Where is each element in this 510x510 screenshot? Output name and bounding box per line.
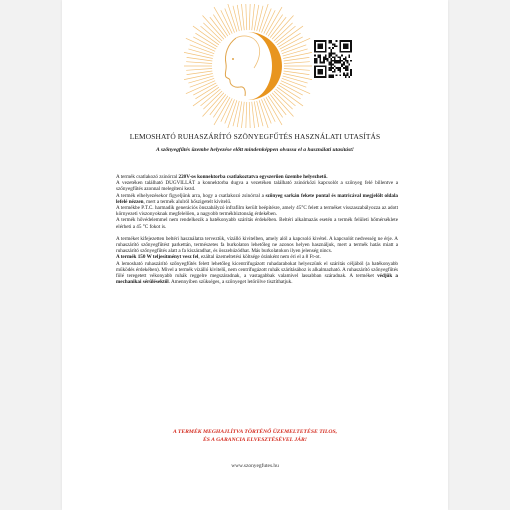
bold-text: 220V-os konnektorba csatlakoztatva egyszerűen üzembe helyezhető. <box>178 174 328 180</box>
text: A termék csatlakozó zsinórral <box>116 174 179 180</box>
paragraph <box>116 261 398 286</box>
document-title: LEMOSHATÓ RUHASZÁRÍTÓ SZÖNYEGFŰTÉS HASZNÁLATI UTASÍTÁS <box>129 132 381 141</box>
sun-woman-face-logo <box>184 4 312 128</box>
bold-text: védjük a mechanikai sérülésektől <box>116 273 398 286</box>
text: A termékbe P.T.C. harmadik generációs önszabályzó infrafilm került beépítésre, amely 45°C felett a terméket visszaszabályozza az adott környezeti viszonyoknak megfelelően, a nagyobb termékbiztonság érdekében. <box>116 205 398 218</box>
paragraph <box>116 236 398 255</box>
text: A terméket kifejezetten beltéri használatra terveztük, vízálló kivitelben, amely alól a kapcsoló kivétel. A kapcsolót nedvesség ne érje. A ruhaszárító szőnyegfűtést parkettán, természetes fa burkolaton lehetőleg ne azonos helyen használjuk, mert a termék hatás miatt a ruhaszárító szőnyegfűtés alatt a fa kiszáradhat, és összehúzódhat. Más burkolatokon ilyen jelenség nincs. <box>116 235 398 255</box>
text: A termék hővédelemmel nem rendelkezik a hatékonyabb szárítás érdekében. Beltéri alkalmazás esetén a termék felületi hőmérséklete elérheti a 45 °C fokot is. <box>116 217 398 230</box>
paragraph <box>116 180 398 192</box>
text: , ezáltal üzemeltetési költsége óránként nem éri el a 8 Ft-ot. <box>198 254 321 261</box>
text: . Amennyiben szükséges, a szőnyeget letörölve tisztíthatjuk. <box>168 279 293 286</box>
text: , mert a termék alulról hőszigetelt kivitelű. <box>143 198 232 205</box>
warning-line: A TERMÉK MEGHAJLÍTVA TÖRTÉNŐ ÜZEMELTETÉSE TILOS, <box>172 429 338 435</box>
text: A vezetéken található DUGVILLÁT a konnektorba dugva a vezetéken található zsinórközi kapcsolót a szőnyeg felé billentve a szőnyegfűtés azonnal melegíteni kezd. <box>116 180 398 193</box>
warning-notice <box>62 428 448 444</box>
paragraph <box>116 205 398 217</box>
warning-line: ÉS A GARANCIA ELVESZTÉSÉVEL JÁR! <box>203 437 307 443</box>
bold-text: szőnyeg sarkán fekete pontal és matricával megjelölt oldala lefelé nézzen <box>116 192 398 205</box>
website-link[interactable]: www.szonyegfutes.hu <box>231 463 279 469</box>
text: A lemosható ruhaszárító szőnyegfűtés felett lehetőleg kicentrifugázott ruhadarabokat helyezzünk el szárítás céljából (a hatékonyabb működés érdekében). Mivel a termék vízálló kivitelű, nem centrifugázott ruhák szárításához is alkalmazható. A ruhaszárító szőnyegfűtés fölé teregetett vékonyabb ruhák reggelre megszáradnak, a vastagabbak valamivel lassabban száradnak. A terméket <box>116 260 398 280</box>
paragraph <box>116 193 398 205</box>
instructions-body <box>116 174 398 285</box>
text: A termék elhelyezésekor figyeljünk arra, hogy a csatlakozó zsinórral a <box>116 192 266 199</box>
bold-text: A termék 150 W teljesítményt vesz fel <box>116 254 199 261</box>
paragraph <box>116 217 398 229</box>
document-page <box>62 0 448 510</box>
qr-code-icon <box>314 40 352 78</box>
document-subtitle: A szőnyegfűtés üzembe helyezése előtt mindenképpen olvassa el a használati utasítást! <box>156 147 354 153</box>
